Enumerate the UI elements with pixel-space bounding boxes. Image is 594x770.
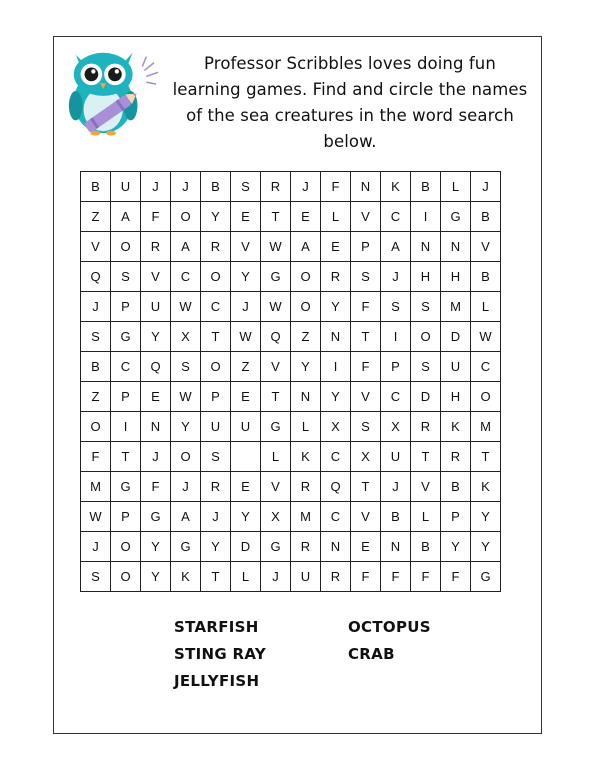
grid-cell[interactable]: S — [411, 352, 441, 382]
grid-row — [81, 442, 501, 472]
grid-cell[interactable]: S — [81, 562, 111, 592]
grid-cell[interactable]: A — [291, 232, 321, 262]
grid-cell[interactable]: L — [471, 292, 501, 322]
grid-cell[interactable]: Y — [141, 562, 171, 592]
grid-row — [81, 262, 501, 292]
grid-cell[interactable]: G — [471, 562, 501, 592]
grid-cell[interactable]: C — [171, 262, 201, 292]
grid-cell[interactable]: R — [441, 442, 471, 472]
grid-cell[interactable]: I — [321, 352, 351, 382]
grid-cell[interactable]: B — [471, 262, 501, 292]
grid-cell[interactable]: K — [171, 562, 201, 592]
grid-cell[interactable]: Y — [201, 532, 231, 562]
grid-cell[interactable]: S — [231, 172, 261, 202]
grid-cell[interactable]: Y — [231, 502, 261, 532]
grid-cell[interactable]: X — [381, 412, 411, 442]
grid-row — [81, 172, 501, 202]
grid-cell[interactable]: Y — [321, 292, 351, 322]
grid-cell[interactable]: S — [381, 292, 411, 322]
grid-cell[interactable]: N — [321, 322, 351, 352]
grid-cell[interactable]: V — [351, 382, 381, 412]
grid-cell[interactable]: Z — [291, 322, 321, 352]
grid-cell[interactable]: L — [321, 202, 351, 232]
grid-cell[interactable]: X — [261, 502, 291, 532]
grid-cell[interactable]: S — [201, 442, 231, 472]
grid-cell[interactable]: O — [471, 382, 501, 412]
grid-cell[interactable]: F — [351, 562, 381, 592]
grid-cell[interactable]: Y — [321, 382, 351, 412]
grid-cell[interactable]: D — [441, 322, 471, 352]
grid-cell[interactable]: U — [231, 412, 261, 442]
grid-cell[interactable]: A — [171, 232, 201, 262]
grid-cell[interactable]: G — [141, 502, 171, 532]
word-list-item: JELLYFISH — [174, 672, 260, 690]
grid-cell[interactable]: T — [201, 562, 231, 592]
grid-cell[interactable]: J — [381, 262, 411, 292]
grid-cell[interactable]: Q — [81, 262, 111, 292]
grid-cell[interactable]: J — [171, 172, 201, 202]
grid-cell[interactable]: P — [351, 232, 381, 262]
grid-cell[interactable]: V — [261, 472, 291, 502]
grid-cell[interactable]: B — [471, 202, 501, 232]
grid-cell[interactable]: U — [141, 292, 171, 322]
grid-cell[interactable]: J — [291, 172, 321, 202]
grid-cell[interactable]: L — [261, 442, 291, 472]
grid-cell[interactable]: O — [171, 442, 201, 472]
grid-cell[interactable]: P — [111, 382, 141, 412]
grid-cell[interactable]: Y — [141, 322, 171, 352]
grid-cell[interactable]: F — [351, 292, 381, 322]
grid-cell[interactable]: F — [441, 562, 471, 592]
word-search-grid — [80, 171, 501, 592]
grid-cell[interactable]: P — [111, 292, 141, 322]
grid-cell[interactable]: B — [411, 532, 441, 562]
grid-cell[interactable]: I — [111, 412, 141, 442]
grid-cell[interactable]: W — [171, 292, 201, 322]
grid-row — [81, 322, 501, 352]
grid-cell[interactable]: F — [411, 562, 441, 592]
grid-cell[interactable]: U — [111, 172, 141, 202]
grid-cell[interactable]: Y — [471, 502, 501, 532]
grid-cell[interactable]: V — [81, 232, 111, 262]
grid-cell[interactable]: O — [291, 262, 321, 292]
grid-cell[interactable]: F — [141, 202, 171, 232]
grid-cell[interactable]: G — [171, 532, 201, 562]
grid-cell[interactable]: E — [141, 382, 171, 412]
grid-cell[interactable]: O — [111, 532, 141, 562]
grid-cell[interactable]: G — [441, 202, 471, 232]
grid-cell[interactable]: C — [201, 292, 231, 322]
worksheet — [53, 36, 542, 734]
grid-cell[interactable]: P — [201, 382, 231, 412]
grid-cell[interactable]: F — [321, 172, 351, 202]
grid-cell[interactable]: N — [441, 232, 471, 262]
word-list-item: OCTOPUS — [348, 618, 431, 636]
grid-row — [81, 532, 501, 562]
grid-cell[interactable]: C — [381, 202, 411, 232]
grid-cell[interactable]: E — [351, 532, 381, 562]
grid-cell[interactable]: V — [471, 232, 501, 262]
grid-cell[interactable]: O — [411, 322, 441, 352]
grid-row — [81, 232, 501, 262]
grid-cell[interactable]: V — [231, 232, 261, 262]
grid-cell[interactable]: D — [411, 382, 441, 412]
grid-cell[interactable]: F — [81, 442, 111, 472]
grid-cell[interactable]: Y — [201, 202, 231, 232]
grid-cell[interactable]: G — [111, 472, 141, 502]
grid-cell[interactable]: R — [411, 412, 441, 442]
grid-cell[interactable]: V — [351, 202, 381, 232]
grid-cell[interactable]: O — [201, 352, 231, 382]
word-list-item: STARFISH — [174, 618, 259, 636]
grid-cell[interactable]: C — [111, 352, 141, 382]
grid-cell[interactable]: H — [441, 262, 471, 292]
grid-cell[interactable]: U — [201, 412, 231, 442]
grid-cell[interactable]: N — [291, 382, 321, 412]
grid-cell[interactable]: N — [411, 232, 441, 262]
grid-cell[interactable]: V — [141, 262, 171, 292]
grid-cell[interactable]: J — [141, 172, 171, 202]
grid-cell[interactable]: J — [201, 502, 231, 532]
grid-cell[interactable]: O — [81, 412, 111, 442]
grid-cell[interactable]: N — [321, 532, 351, 562]
grid-cell[interactable]: E — [291, 202, 321, 232]
grid-cell[interactable]: Z — [81, 382, 111, 412]
grid-cell[interactable]: E — [231, 202, 261, 232]
grid-cell[interactable]: E — [321, 232, 351, 262]
grid-cell[interactable]: T — [351, 472, 381, 502]
grid-row — [81, 502, 501, 532]
grid-cell[interactable]: R — [201, 472, 231, 502]
grid-cell[interactable] — [231, 442, 261, 472]
word-list-item: STING RAY — [174, 645, 266, 663]
grid-cell[interactable]: W — [171, 382, 201, 412]
grid-cell[interactable]: U — [441, 352, 471, 382]
grid-cell[interactable]: A — [111, 202, 141, 232]
grid-cell[interactable]: E — [231, 382, 261, 412]
grid-cell[interactable]: J — [261, 562, 291, 592]
grid-cell[interactable]: W — [261, 292, 291, 322]
grid-cell[interactable]: O — [201, 262, 231, 292]
grid-cell[interactable]: C — [381, 382, 411, 412]
grid-cell[interactable]: G — [111, 322, 141, 352]
grid-cell[interactable]: L — [291, 412, 321, 442]
grid-cell[interactable]: J — [81, 292, 111, 322]
grid-cell[interactable]: G — [261, 532, 291, 562]
grid-cell[interactable]: S — [411, 292, 441, 322]
grid-row — [81, 292, 501, 322]
grid-cell[interactable]: Y — [441, 532, 471, 562]
grid-cell[interactable]: U — [291, 562, 321, 592]
grid-cell[interactable]: S — [81, 322, 111, 352]
grid-cell[interactable]: Q — [321, 472, 351, 502]
grid-cell[interactable]: F — [381, 562, 411, 592]
grid-cell[interactable]: L — [441, 172, 471, 202]
grid-row — [81, 562, 501, 592]
grid-cell[interactable]: O — [111, 232, 141, 262]
grid-cell[interactable]: M — [441, 292, 471, 322]
grid-cell[interactable]: E — [231, 472, 261, 502]
grid-cell[interactable]: T — [111, 442, 141, 472]
grid-cell[interactable]: N — [351, 172, 381, 202]
grid-cell[interactable]: W — [471, 322, 501, 352]
grid-cell[interactable]: G — [261, 412, 291, 442]
grid-cell[interactable]: T — [411, 442, 441, 472]
grid-cell[interactable]: Y — [141, 532, 171, 562]
grid-cell[interactable]: R — [201, 232, 231, 262]
grid-cell[interactable]: H — [441, 382, 471, 412]
grid-cell[interactable]: T — [351, 322, 381, 352]
grid-cell[interactable]: X — [351, 442, 381, 472]
grid-row — [81, 352, 501, 382]
grid-cell[interactable]: Y — [231, 262, 261, 292]
grid-cell[interactable]: K — [471, 472, 501, 502]
grid-cell[interactable]: G — [261, 262, 291, 292]
grid-cell[interactable]: S — [171, 352, 201, 382]
grid-cell[interactable]: I — [411, 202, 441, 232]
word-list-column-1 — [174, 614, 266, 695]
grid-cell[interactable]: R — [291, 472, 321, 502]
grid-cell[interactable]: U — [381, 442, 411, 472]
grid-cell[interactable]: B — [441, 472, 471, 502]
grid-cell[interactable]: R — [291, 532, 321, 562]
grid-row — [81, 472, 501, 502]
grid-cell[interactable]: J — [231, 292, 261, 322]
grid-cell[interactable]: T — [201, 322, 231, 352]
grid-cell[interactable]: A — [381, 232, 411, 262]
grid-row — [81, 202, 501, 232]
grid-cell[interactable]: H — [411, 262, 441, 292]
grid-cell[interactable]: Q — [141, 352, 171, 382]
grid-cell[interactable]: N — [141, 412, 171, 442]
grid-cell[interactable]: I — [381, 322, 411, 352]
grid-cell[interactable]: O — [291, 292, 321, 322]
grid-row — [81, 382, 501, 412]
grid-cell[interactable]: R — [261, 172, 291, 202]
grid-cell[interactable]: T — [261, 202, 291, 232]
instructions-text: Professor Scribbles loves doing fun learning games. Find and circle the names of the sea creatures in the word search below. — [172, 54, 528, 151]
grid-cell[interactable]: Z — [231, 352, 261, 382]
grid-cell[interactable]: B — [81, 172, 111, 202]
grid-cell[interactable]: X — [171, 322, 201, 352]
grid-cell[interactable]: J — [141, 442, 171, 472]
grid-cell[interactable]: V — [411, 472, 441, 502]
grid-cell[interactable]: F — [141, 472, 171, 502]
grid-cell[interactable]: J — [81, 532, 111, 562]
grid-cell[interactable]: P — [441, 502, 471, 532]
grid-cell[interactable]: C — [321, 502, 351, 532]
grid-cell[interactable]: P — [111, 502, 141, 532]
grid-cell[interactable]: W — [231, 322, 261, 352]
grid-cell[interactable]: T — [261, 382, 291, 412]
grid-cell[interactable]: K — [441, 412, 471, 442]
grid-cell[interactable]: C — [321, 442, 351, 472]
grid-cell[interactable]: K — [291, 442, 321, 472]
grid-cell[interactable]: P — [381, 352, 411, 382]
grid-cell[interactable]: W — [261, 232, 291, 262]
grid-cell[interactable]: S — [111, 262, 141, 292]
grid-row — [81, 412, 501, 442]
grid-cell[interactable]: Y — [171, 412, 201, 442]
grid-cell[interactable]: B — [411, 172, 441, 202]
grid-cell[interactable]: L — [231, 562, 261, 592]
grid-cell[interactable]: S — [351, 262, 381, 292]
grid-cell[interactable]: J — [471, 172, 501, 202]
grid-cell[interactable]: D — [231, 532, 261, 562]
grid-cell[interactable]: S — [351, 412, 381, 442]
grid-cell[interactable]: B — [201, 172, 231, 202]
grid-cell[interactable]: J — [171, 472, 201, 502]
grid-cell[interactable]: R — [141, 232, 171, 262]
grid-cell[interactable]: B — [381, 502, 411, 532]
grid-cell[interactable]: Y — [471, 532, 501, 562]
grid-cell[interactable]: M — [291, 502, 321, 532]
grid-cell[interactable]: B — [81, 352, 111, 382]
grid-cell[interactable]: Y — [291, 352, 321, 382]
grid-cell[interactable]: M — [471, 412, 501, 442]
grid-cell[interactable]: Q — [261, 322, 291, 352]
grid-cell[interactable]: X — [321, 412, 351, 442]
grid-cell[interactable]: R — [321, 562, 351, 592]
grid-cell[interactable]: L — [411, 502, 441, 532]
grid-cell[interactable]: F — [351, 352, 381, 382]
owl-mascot-icon — [62, 43, 160, 141]
grid-cell[interactable]: O — [111, 562, 141, 592]
grid-cell[interactable]: N — [381, 532, 411, 562]
grid-cell[interactable]: C — [471, 352, 501, 382]
word-list-column-2 — [348, 614, 431, 668]
grid-cell[interactable]: V — [261, 352, 291, 382]
grid-cell[interactable]: Z — [81, 202, 111, 232]
word-list-item: CRAB — [348, 645, 395, 663]
grid-cell[interactable]: A — [171, 502, 201, 532]
grid-cell[interactable]: R — [321, 262, 351, 292]
grid-cell[interactable]: T — [471, 442, 501, 472]
grid-cell[interactable]: J — [381, 472, 411, 502]
grid-cell[interactable]: M — [81, 472, 111, 502]
grid-cell[interactable]: O — [171, 202, 201, 232]
grid-cell[interactable]: W — [81, 502, 111, 532]
grid-cell[interactable]: K — [381, 172, 411, 202]
grid-cell[interactable]: V — [351, 502, 381, 532]
